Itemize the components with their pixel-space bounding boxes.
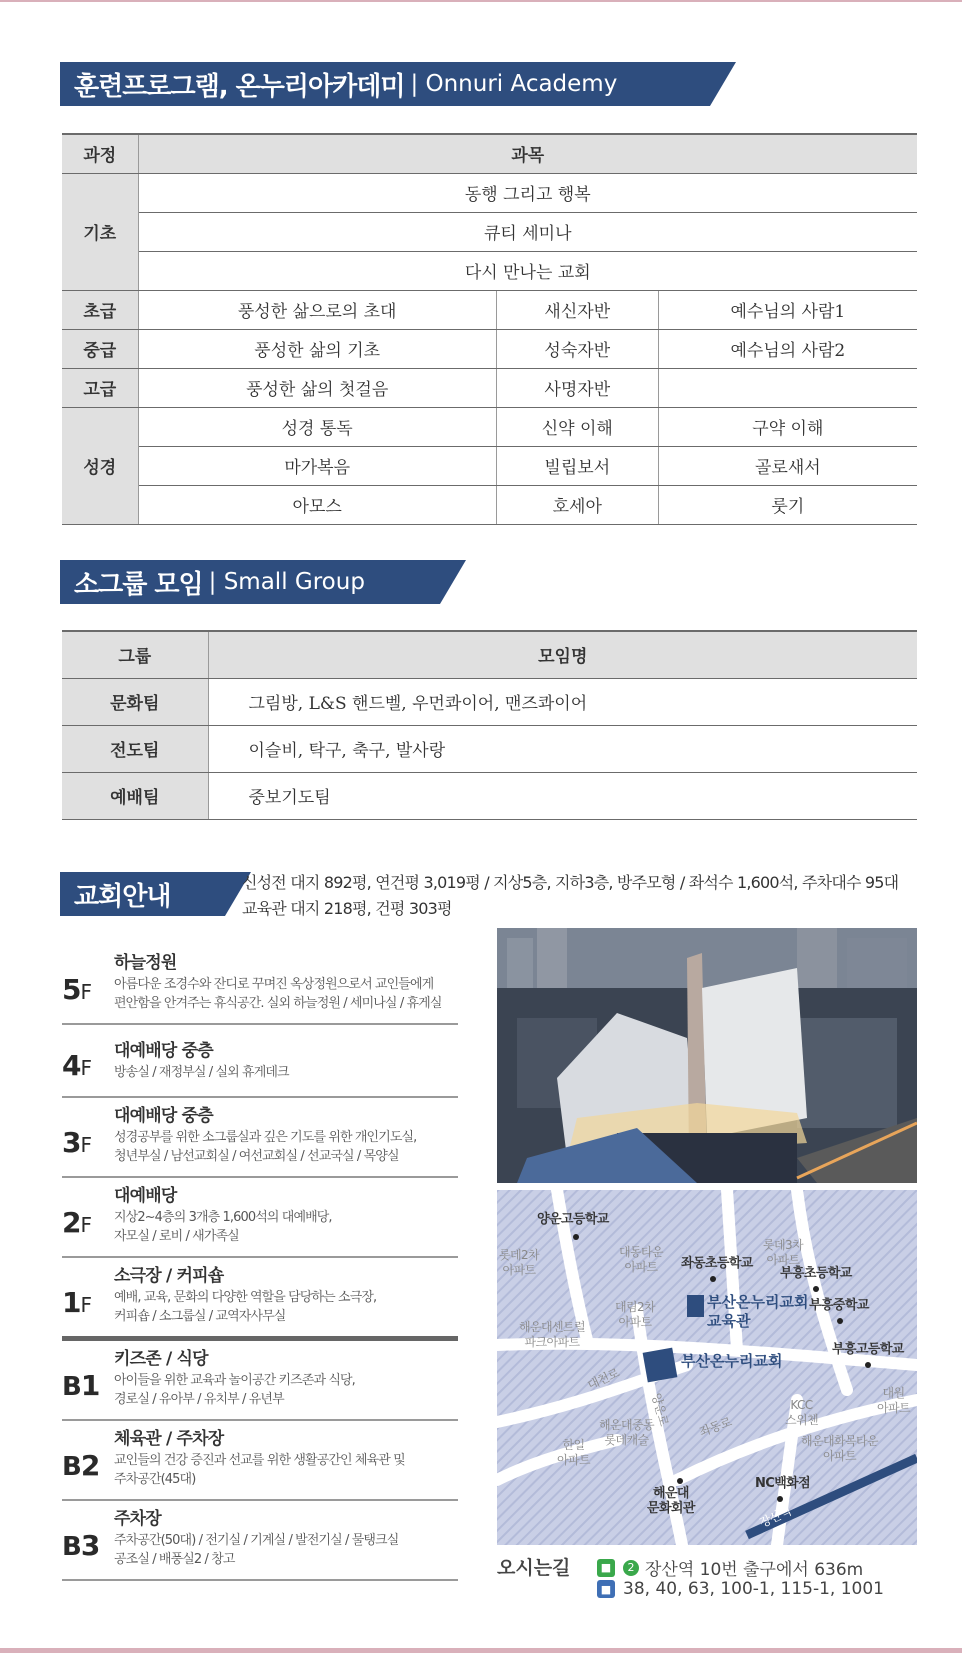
map-label: 부흥초등학교 xyxy=(780,1266,852,1281)
subway-icon: ■ xyxy=(597,1559,615,1577)
floor-3f xyxy=(62,1098,458,1178)
road-label: 좌동로 xyxy=(697,1414,734,1440)
floor-desc: 주차공간(45대) xyxy=(114,1472,196,1487)
bible-item: 구약 이해 xyxy=(658,407,917,446)
training-title-ko: 훈련프로그램, 온누리아카데미 xyxy=(74,71,405,102)
map-label: 좌동초등학교 xyxy=(681,1256,753,1271)
group-meetings: 그림방, L&S 핸드벨, 우먼콰이어, 맨즈콰이어 xyxy=(208,678,917,725)
bible-item: 빌립보서 xyxy=(496,446,658,485)
beginner-item: 예수님의 사람1 xyxy=(658,290,917,329)
floor-name: 체육관 / 주차장 xyxy=(114,1429,224,1449)
small-group-title-ko: 소그룹 모임 xyxy=(74,569,203,600)
road-label: 양운로 xyxy=(648,1391,672,1428)
floor-desc: 자모실 / 로비 / 새가족실 xyxy=(114,1229,239,1244)
top-border xyxy=(0,0,962,2)
floor-desc: 주차공간(50대) / 전기실 / 기계실 / 발전기실 / 물탱크실 xyxy=(114,1533,399,1548)
small-group-table xyxy=(62,630,917,820)
floor-4f xyxy=(62,1025,458,1098)
map-label: 해운대화목타운 아파트 xyxy=(801,1434,878,1463)
intermediate-item: 풍성한 삶의 기초 xyxy=(138,329,496,368)
floor-desc: 지상2~4층의 3개층 1,600석의 대예배당, xyxy=(114,1210,332,1225)
floor-desc: 편안함을 안겨주는 휴식공간. 실외 하늘정원 / 세미나실 / 휴게실 xyxy=(114,996,442,1011)
map-label: 대림2차 아파트 xyxy=(615,1300,656,1329)
group-meetings: 중보기도팀 xyxy=(208,772,917,819)
map-label: 해운대센트럴 파크아파트 xyxy=(519,1320,585,1349)
floor-desc: 예배, 교육, 문화의 다양한 역할을 담당하는 소극장, xyxy=(114,1290,377,1305)
floor-desc: 경로실 / 유아부 / 유치부 / 유년부 xyxy=(114,1392,284,1407)
map-label: 롯데3차 아파트 xyxy=(763,1238,804,1267)
floor-number: B1 xyxy=(62,1369,100,1402)
floor-number: B2 xyxy=(62,1449,100,1482)
basic-item: 다시 만나는 교회 xyxy=(138,251,917,290)
floor-2f xyxy=(62,1178,458,1258)
floor-b2 xyxy=(62,1421,458,1501)
group-label: 문화팀 xyxy=(62,678,208,725)
map-dot xyxy=(710,1276,716,1282)
bible-item: 신약 이해 xyxy=(496,407,658,446)
floor-number: 5F xyxy=(62,973,91,1006)
bible-item: 성경 통독 xyxy=(138,407,496,446)
map-label: 대동타운 아파트 xyxy=(619,1245,663,1274)
floor-number: 4F xyxy=(62,1049,91,1082)
group-label: 예배팀 xyxy=(62,772,208,819)
map-label: 부흥고등학교 xyxy=(832,1342,904,1357)
small-group-title-en: | Small Group xyxy=(208,569,365,595)
floor-number: 1F xyxy=(62,1286,91,1319)
advanced-label: 고급 xyxy=(62,368,138,407)
map-dot xyxy=(865,1362,871,1368)
intermediate-label: 중급 xyxy=(62,329,138,368)
beginner-item: 풍성한 삶으로의 초대 xyxy=(138,290,496,329)
bible-label: 성경 xyxy=(62,407,138,524)
floor-desc: 아이들을 위한 교육과 놀이공간 키즈존과 식당, xyxy=(114,1373,355,1388)
bible-item: 아모스 xyxy=(138,485,496,524)
directions-title: 오시는길 xyxy=(497,1557,571,1579)
floor-name: 키즈존 / 식당 xyxy=(114,1349,208,1369)
floor-name: 대예배당 xyxy=(114,1186,177,1206)
floor-number: 3F xyxy=(62,1126,91,1159)
map-label: 한일 아파트 xyxy=(557,1438,590,1467)
group-label: 전도팀 xyxy=(62,725,208,772)
bible-item: 호세아 xyxy=(496,485,658,524)
church-section-title xyxy=(60,872,225,916)
map-dot xyxy=(813,1286,819,1292)
floor-name: 하늘정원 xyxy=(114,953,177,973)
basic-item: 큐티 세미나 xyxy=(138,212,917,251)
map-label: 양운고등학교 xyxy=(537,1212,609,1227)
bus-directions xyxy=(597,1579,884,1599)
church-info-line1: 신성전 대지 892평, 연건평 3,019평 / 지상5층, 지하3층, 방주모형 / 좌석수 1,600석, 주차대수 95대 xyxy=(242,873,899,892)
floor-desc: 공조실 / 배풍실2 / 창고 xyxy=(114,1552,235,1567)
map-label: 해운대중동 롯데캐슬 xyxy=(599,1418,654,1447)
floor-desc: 성경공부를 위한 소그룹실과 깊은 기도를 위한 개인기도실, xyxy=(114,1130,417,1145)
map-label: 해운대 문화회관 xyxy=(647,1486,695,1516)
subject-header: 과목 xyxy=(138,134,917,173)
floor-name: 대예배당 중층 xyxy=(114,1106,213,1126)
floor-desc: 커피숍 / 소그룹실 / 교역자사무실 xyxy=(114,1309,286,1324)
course-header: 과정 xyxy=(62,134,138,173)
advanced-item: 사명자반 xyxy=(496,368,658,407)
advanced-item xyxy=(658,368,917,407)
location-map xyxy=(497,1190,917,1545)
map-label: 롯데2차 아파트 xyxy=(499,1248,540,1277)
intermediate-item: 성숙자반 xyxy=(496,329,658,368)
floor-desc: 교인들의 건강 증진과 선교를 위한 생활공간인 체육관 및 xyxy=(114,1453,405,1468)
beginner-item: 새신자반 xyxy=(496,290,658,329)
map-dot xyxy=(573,1234,579,1240)
floor-5f xyxy=(62,945,458,1025)
bus-icon: ■ xyxy=(597,1580,615,1598)
floor-name: 주차장 xyxy=(114,1509,161,1529)
meeting-name-header: 모임명 xyxy=(208,631,917,678)
floor-name: 대예배당 중층 xyxy=(114,1041,213,1061)
group-header: 그룹 xyxy=(62,631,208,678)
bottom-border xyxy=(0,1648,962,1653)
church-title-ko: 교회안내 xyxy=(74,881,171,912)
education-center-label: 부산온누리교회 교육관 xyxy=(707,1293,809,1330)
map-dot xyxy=(677,1478,683,1484)
map-label: NC백화점 xyxy=(755,1476,811,1491)
map-label: 대원 아파트 xyxy=(877,1386,910,1415)
floor-b1 xyxy=(62,1341,458,1421)
floor-number: B3 xyxy=(62,1529,100,1562)
map-dot xyxy=(777,1496,783,1502)
training-title-en: | Onnuri Academy xyxy=(410,71,618,97)
bus-text: 38, 40, 63, 100-1, 115-1, 1001 xyxy=(623,1579,884,1599)
floor-desc: 방송실 / 재정부실 / 실외 휴게데크 xyxy=(114,1065,289,1080)
map-label: KCC 스위첸 xyxy=(785,1398,818,1427)
subway-line-badge: 2 xyxy=(623,1560,639,1576)
training-section-title xyxy=(60,62,710,106)
bible-item: 마가복음 xyxy=(138,446,496,485)
floor-desc: 아름다운 조경수와 잔디로 꾸며진 옥상정원으로서 교인들에게 xyxy=(114,977,434,992)
church-info xyxy=(242,870,898,922)
training-table xyxy=(62,133,917,525)
church-photo xyxy=(497,928,917,1183)
intermediate-item: 예수님의 사람2 xyxy=(658,329,917,368)
floor-1f xyxy=(62,1258,458,1341)
church-map-label: 부산온누리교회 xyxy=(681,1352,783,1370)
floor-guide xyxy=(62,945,458,1581)
bible-item: 룻기 xyxy=(658,485,917,524)
station-label: 장산역 xyxy=(757,1503,794,1531)
advanced-item: 풍성한 삶의 첫걸음 xyxy=(138,368,496,407)
subway-directions xyxy=(597,1555,863,1580)
small-group-section-title xyxy=(60,560,440,604)
map-label: 부흥중학교 xyxy=(809,1298,869,1313)
floor-number: 2F xyxy=(62,1206,91,1239)
group-meetings: 이슬비, 탁구, 축구, 발사랑 xyxy=(208,725,917,772)
road-label: 대천로 xyxy=(585,1365,622,1393)
church-info-line2: 교육관 대지 218평, 건평 303평 xyxy=(242,899,452,918)
beginner-label: 초급 xyxy=(62,290,138,329)
floor-b3 xyxy=(62,1501,458,1581)
floor-name: 소극장 / 커피숍 xyxy=(114,1266,224,1286)
basic-item: 동행 그리고 행복 xyxy=(138,173,917,212)
bible-item: 골로새서 xyxy=(658,446,917,485)
floor-desc: 청년부실 / 남선교회실 / 여선교회실 / 선교국실 / 목양실 xyxy=(114,1149,399,1164)
map-dot xyxy=(837,1318,843,1324)
basic-label: 기초 xyxy=(62,173,138,290)
subway-text: 장산역 10번 출구에서 636m xyxy=(645,1560,864,1580)
